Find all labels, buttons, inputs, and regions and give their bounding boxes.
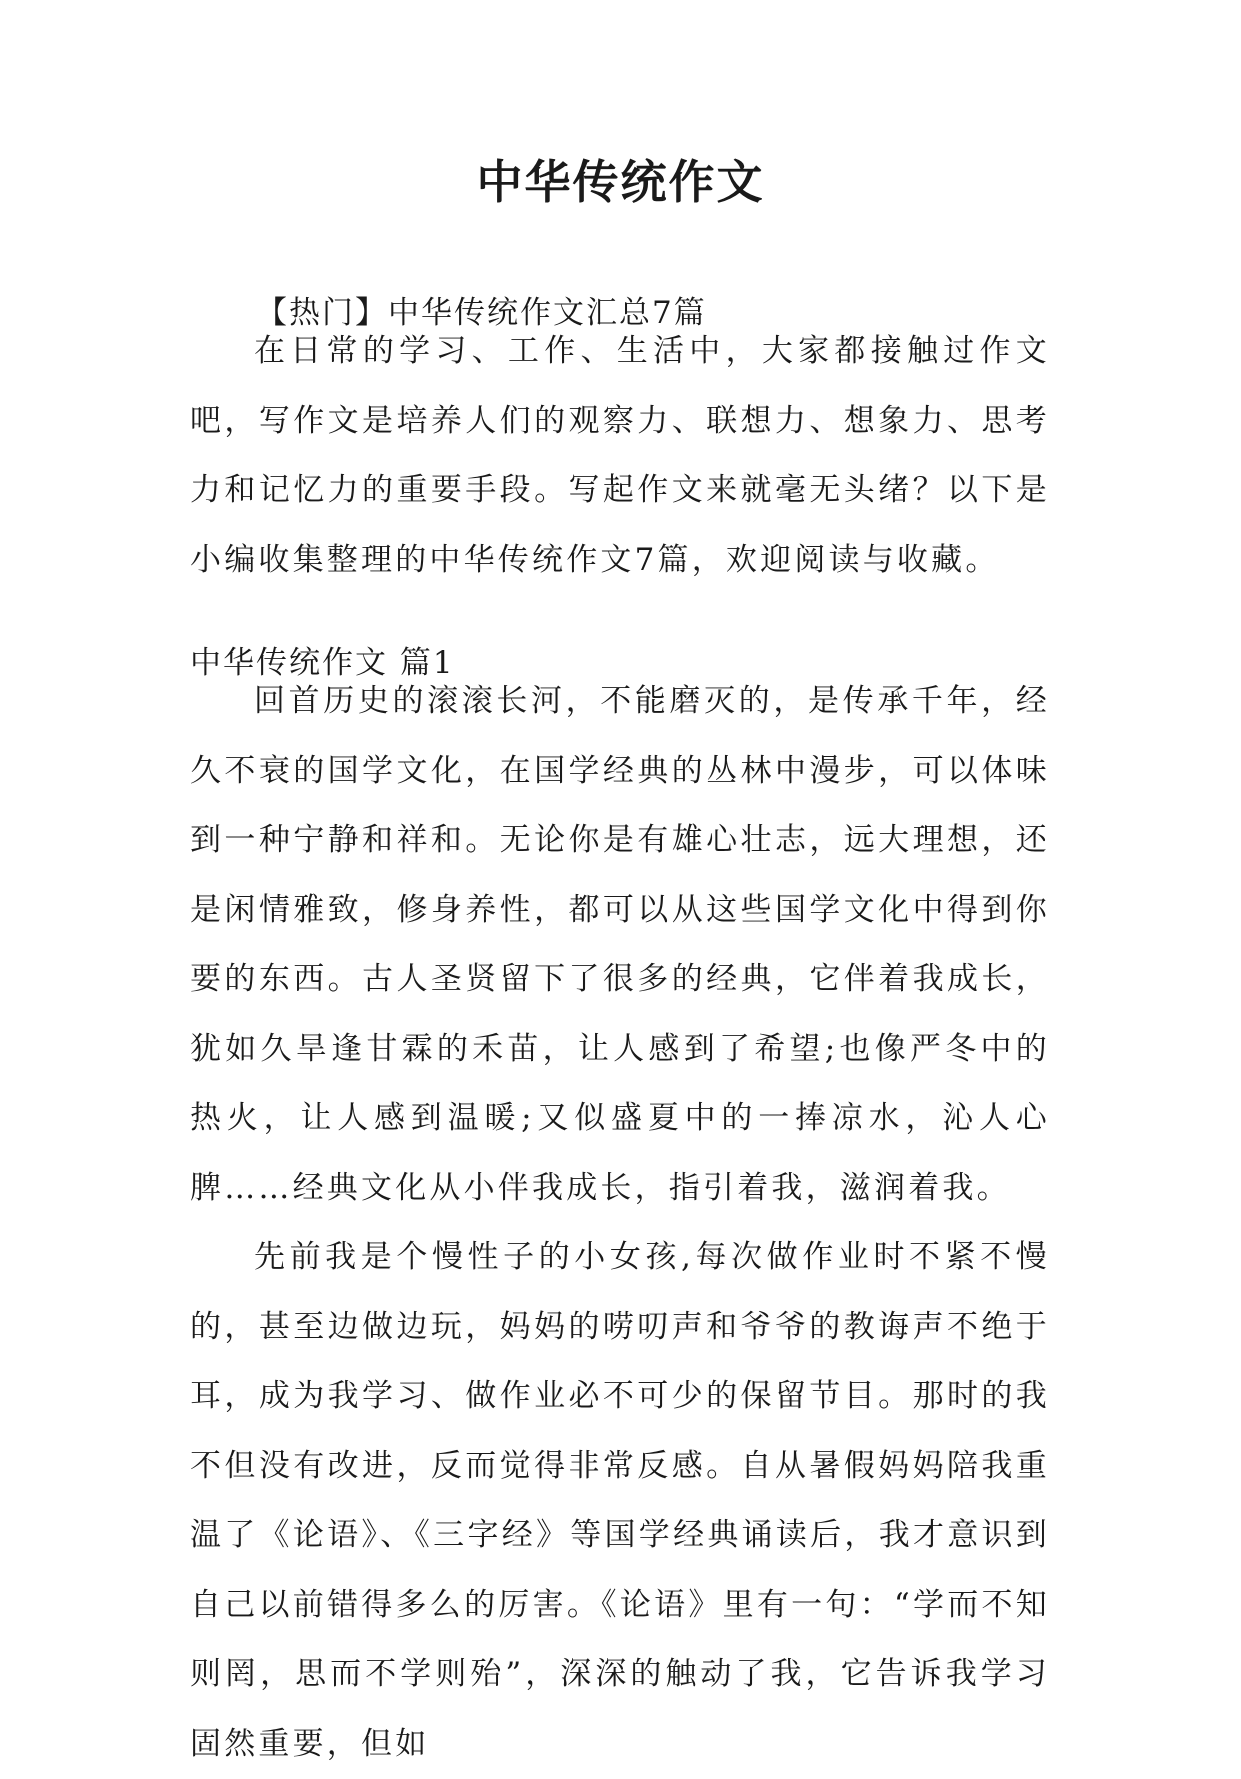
section1-body bbox=[190, 667, 1050, 1779]
intro-block bbox=[190, 317, 1050, 595]
section-heading: 中华传统作文 篇1 bbox=[190, 645, 455, 681]
document-subtitle: 【热门】中华传统作文汇总7篇 bbox=[256, 295, 707, 331]
intro-paragraph: 在日常的学习、工作、生活中，大家都接触过作文吧，写作文是培养人们的观察力、联想力、想象力、思考力和记忆力的重要手段。写起作文来就毫无头绪？以下是小编收集整理的中华传统作文7篇，欢迎阅读与收藏。 bbox=[190, 333, 1050, 578]
section1-paragraph-1: 回首历史的滚滚长河，不能磨灭的，是传承千年，经久不衰的国学文化，在国学经典的丛林中漫步，可以体味到一种宁静和祥和。无论你是有雄心壮志，远大理想，还是闲情雅致，修身养性，都可以从这些国学文化中得到你要的东西。古人圣贤留下了很多的经典，它伴着我成长，犹如久旱逢甘霖的禾苗，让人感到了希望;也像严冬中的热火，让人感到温暖;又似盛夏中的一捧凉水，沁人心脾……经典文化从小伴我成长，指引着我，滋润着我。 bbox=[190, 683, 1050, 1206]
section1-paragraph-2: 先前我是个慢性子的小女孩,每次做作业时不紧不慢的，甚至边做边玩，妈妈的唠叨声和爷爷的教诲声不绝于耳，成为我学习、做作业必不可少的保留节目。那时的我不但没有改进，反而觉得非常反感。自从暑假妈妈陪我重温了《论语》、《三字经》等国学经典诵读后，我才意识到自己以前错得多么的厉害。《论语》里有一句：“学而不知则罔，思而不学则殆”，深深的触动了我，它告诉我学习固然重要，但如 bbox=[190, 1239, 1050, 1762]
page-title: 中华传统作文 bbox=[476, 155, 765, 209]
